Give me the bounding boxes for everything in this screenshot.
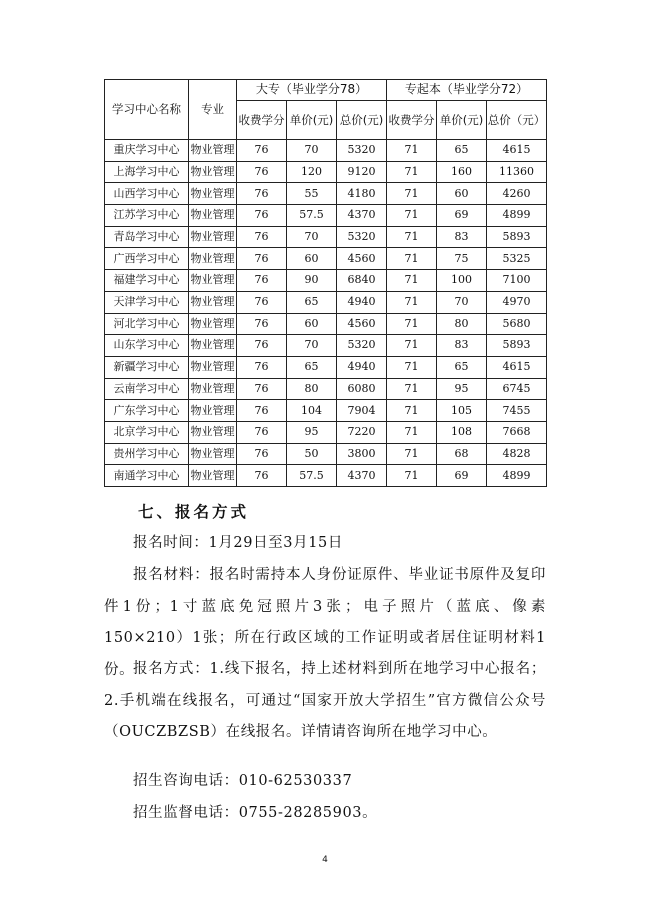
total-cell: 4615 xyxy=(487,356,547,378)
section-title: 七、报名方式 xyxy=(138,503,250,521)
center-name-cell: 天津学习中心 xyxy=(105,291,189,313)
credits-cell: 76 xyxy=(237,421,287,443)
total-cell: 4940 xyxy=(337,291,387,313)
unit-price-cell: 70 xyxy=(287,226,337,248)
unit-price-cell: 80 xyxy=(437,313,487,335)
credits-cell: 71 xyxy=(387,291,437,313)
credits-cell: 76 xyxy=(237,378,287,400)
table-row xyxy=(105,248,547,270)
total-cell: 5320 xyxy=(337,140,387,162)
header-unit-price: 单价(元) xyxy=(437,101,487,140)
total-cell: 11360 xyxy=(487,161,547,183)
center-name-cell: 新疆学习中心 xyxy=(105,356,189,378)
credits-cell: 76 xyxy=(237,161,287,183)
unit-price-cell: 69 xyxy=(437,465,487,487)
credits-cell: 71 xyxy=(387,421,437,443)
major-cell: 物业管理 xyxy=(189,465,237,487)
center-name-cell: 山西学习中心 xyxy=(105,183,189,205)
unit-price-cell: 95 xyxy=(437,378,487,400)
credits-cell: 71 xyxy=(387,465,437,487)
table-row xyxy=(105,205,547,227)
unit-price-cell: 104 xyxy=(287,400,337,422)
major-cell: 物业管理 xyxy=(189,183,237,205)
header-total: 总价(元) xyxy=(337,101,387,140)
credits-cell: 76 xyxy=(237,248,287,270)
credits-cell: 71 xyxy=(387,356,437,378)
credits-cell: 71 xyxy=(387,183,437,205)
credits-cell: 76 xyxy=(237,183,287,205)
table-row xyxy=(105,291,547,313)
credits-cell: 71 xyxy=(387,140,437,162)
header-center: 学习中心名称 xyxy=(105,80,189,140)
center-name-cell: 广西学习中心 xyxy=(105,248,189,270)
fee-table xyxy=(104,79,547,487)
header-group-dazhuan: 大专（毕业学分78） xyxy=(237,80,387,101)
unit-price-cell: 65 xyxy=(437,356,487,378)
total-cell: 4899 xyxy=(487,465,547,487)
major-cell: 物业管理 xyxy=(189,335,237,357)
unit-price-cell: 57.5 xyxy=(287,465,337,487)
credits-cell: 71 xyxy=(387,400,437,422)
unit-price-cell: 60 xyxy=(287,313,337,335)
total-cell: 4615 xyxy=(487,140,547,162)
unit-price-cell: 83 xyxy=(437,335,487,357)
total-cell: 4560 xyxy=(337,313,387,335)
unit-price-cell: 69 xyxy=(437,205,487,227)
total-cell: 7904 xyxy=(337,400,387,422)
credits-cell: 71 xyxy=(387,248,437,270)
unit-price-cell: 65 xyxy=(437,140,487,162)
unit-price-cell: 80 xyxy=(287,378,337,400)
total-cell: 7455 xyxy=(487,400,547,422)
table-row xyxy=(105,270,547,292)
center-name-cell: 河北学习中心 xyxy=(105,313,189,335)
major-cell: 物业管理 xyxy=(189,140,237,162)
major-cell: 物业管理 xyxy=(189,291,237,313)
total-cell: 5320 xyxy=(337,335,387,357)
total-cell: 5320 xyxy=(337,226,387,248)
unit-price-cell: 50 xyxy=(287,443,337,465)
total-cell: 3800 xyxy=(337,443,387,465)
registration-time: 报名时间：1月29日至3月15日 xyxy=(133,535,343,551)
total-cell: 4560 xyxy=(337,248,387,270)
major-cell: 物业管理 xyxy=(189,313,237,335)
header-total: 总价（元） xyxy=(487,101,547,140)
major-cell: 物业管理 xyxy=(189,270,237,292)
table-row xyxy=(105,443,547,465)
table-row xyxy=(105,226,547,248)
center-name-cell: 福建学习中心 xyxy=(105,270,189,292)
major-cell: 物业管理 xyxy=(189,356,237,378)
unit-price-cell: 60 xyxy=(287,248,337,270)
major-cell: 物业管理 xyxy=(189,378,237,400)
credits-cell: 76 xyxy=(237,313,287,335)
major-cell: 物业管理 xyxy=(189,421,237,443)
total-cell: 4940 xyxy=(337,356,387,378)
credits-cell: 76 xyxy=(237,270,287,292)
total-cell: 5893 xyxy=(487,335,547,357)
table-row xyxy=(105,421,547,443)
total-cell: 4370 xyxy=(337,205,387,227)
table-row xyxy=(105,140,547,162)
credits-cell: 71 xyxy=(387,205,437,227)
table-row xyxy=(105,335,547,357)
header-credits: 收费学分 xyxy=(237,101,287,140)
unit-price-cell: 65 xyxy=(287,356,337,378)
total-cell: 5325 xyxy=(487,248,547,270)
credits-cell: 76 xyxy=(237,400,287,422)
center-name-cell: 山东学习中心 xyxy=(105,335,189,357)
center-name-cell: 贵州学习中心 xyxy=(105,443,189,465)
total-cell: 6080 xyxy=(337,378,387,400)
unit-price-cell: 57.5 xyxy=(287,205,337,227)
credits-cell: 76 xyxy=(237,443,287,465)
credits-cell: 76 xyxy=(237,226,287,248)
credits-cell: 71 xyxy=(387,443,437,465)
center-name-cell: 南通学习中心 xyxy=(105,465,189,487)
unit-price-cell: 60 xyxy=(437,183,487,205)
table-row xyxy=(105,378,547,400)
total-cell: 9120 xyxy=(337,161,387,183)
credits-cell: 71 xyxy=(387,335,437,357)
fee-table-body xyxy=(105,140,547,487)
unit-price-cell: 70 xyxy=(287,335,337,357)
total-cell: 7220 xyxy=(337,421,387,443)
total-cell: 6745 xyxy=(487,378,547,400)
registration-method: 报名方式：1.线下报名，持上述材料到所在地学习中心报名；2.手机端在线报名，可通过“国家开放大学招生”官方微信公众号（OUCZBZSB）在线报名。详情请咨询所在地学习中心。 xyxy=(104,661,546,740)
total-cell: 4180 xyxy=(337,183,387,205)
center-name-cell: 重庆学习中心 xyxy=(105,140,189,162)
table-row xyxy=(105,161,547,183)
major-cell: 物业管理 xyxy=(189,400,237,422)
credits-cell: 71 xyxy=(387,161,437,183)
total-cell: 5680 xyxy=(487,313,547,335)
total-cell: 7100 xyxy=(487,270,547,292)
unit-price-cell: 83 xyxy=(437,226,487,248)
consult-phone: 招生咨询电话：010-62530337 xyxy=(133,773,353,789)
page-number: 4 xyxy=(322,855,328,865)
header-credits: 收费学分 xyxy=(387,101,437,140)
header-group-zhuanqiben: 专起本（毕业学分72） xyxy=(387,80,547,101)
unit-price-cell: 68 xyxy=(437,443,487,465)
credits-cell: 71 xyxy=(387,226,437,248)
major-cell: 物业管理 xyxy=(189,205,237,227)
total-cell: 5893 xyxy=(487,226,547,248)
credits-cell: 76 xyxy=(237,205,287,227)
credits-cell: 76 xyxy=(237,140,287,162)
credits-cell: 76 xyxy=(237,335,287,357)
center-name-cell: 云南学习中心 xyxy=(105,378,189,400)
total-cell: 6840 xyxy=(337,270,387,292)
total-cell: 7668 xyxy=(487,421,547,443)
unit-price-cell: 108 xyxy=(437,421,487,443)
credits-cell: 71 xyxy=(387,313,437,335)
table-row xyxy=(105,465,547,487)
total-cell: 4970 xyxy=(487,291,547,313)
major-cell: 物业管理 xyxy=(189,248,237,270)
unit-price-cell: 90 xyxy=(287,270,337,292)
credits-cell: 76 xyxy=(237,465,287,487)
unit-price-cell: 100 xyxy=(437,270,487,292)
total-cell: 4899 xyxy=(487,205,547,227)
registration-materials: 报名材料：报名时需持本人身份证原件、毕业证书原件及复印件1份；1寸蓝底免冠照片3张；电子照片（蓝底、像素 150×210）1张；所在行政区域的工作证明或者居住证明材料1份。 xyxy=(104,567,546,678)
center-name-cell: 上海学习中心 xyxy=(105,161,189,183)
header-unit-price: 单价(元) xyxy=(287,101,337,140)
center-name-cell: 北京学习中心 xyxy=(105,421,189,443)
major-cell: 物业管理 xyxy=(189,161,237,183)
credits-cell: 71 xyxy=(387,270,437,292)
credits-cell: 76 xyxy=(237,356,287,378)
major-cell: 物业管理 xyxy=(189,226,237,248)
unit-price-cell: 105 xyxy=(437,400,487,422)
center-name-cell: 广东学习中心 xyxy=(105,400,189,422)
table-row xyxy=(105,400,547,422)
unit-price-cell: 75 xyxy=(437,248,487,270)
unit-price-cell: 120 xyxy=(287,161,337,183)
header-major: 专业 xyxy=(189,80,237,140)
unit-price-cell: 160 xyxy=(437,161,487,183)
total-cell: 4370 xyxy=(337,465,387,487)
table-row xyxy=(105,313,547,335)
supervise-phone: 招生监督电话：0755-28285903。 xyxy=(133,805,378,821)
total-cell: 4260 xyxy=(487,183,547,205)
table-row xyxy=(105,183,547,205)
credits-cell: 76 xyxy=(237,291,287,313)
credits-cell: 71 xyxy=(387,378,437,400)
unit-price-cell: 70 xyxy=(437,291,487,313)
unit-price-cell: 65 xyxy=(287,291,337,313)
major-cell: 物业管理 xyxy=(189,443,237,465)
unit-price-cell: 95 xyxy=(287,421,337,443)
table-row xyxy=(105,356,547,378)
total-cell: 4828 xyxy=(487,443,547,465)
center-name-cell: 江苏学习中心 xyxy=(105,205,189,227)
center-name-cell: 青岛学习中心 xyxy=(105,226,189,248)
unit-price-cell: 55 xyxy=(287,183,337,205)
unit-price-cell: 70 xyxy=(287,140,337,162)
